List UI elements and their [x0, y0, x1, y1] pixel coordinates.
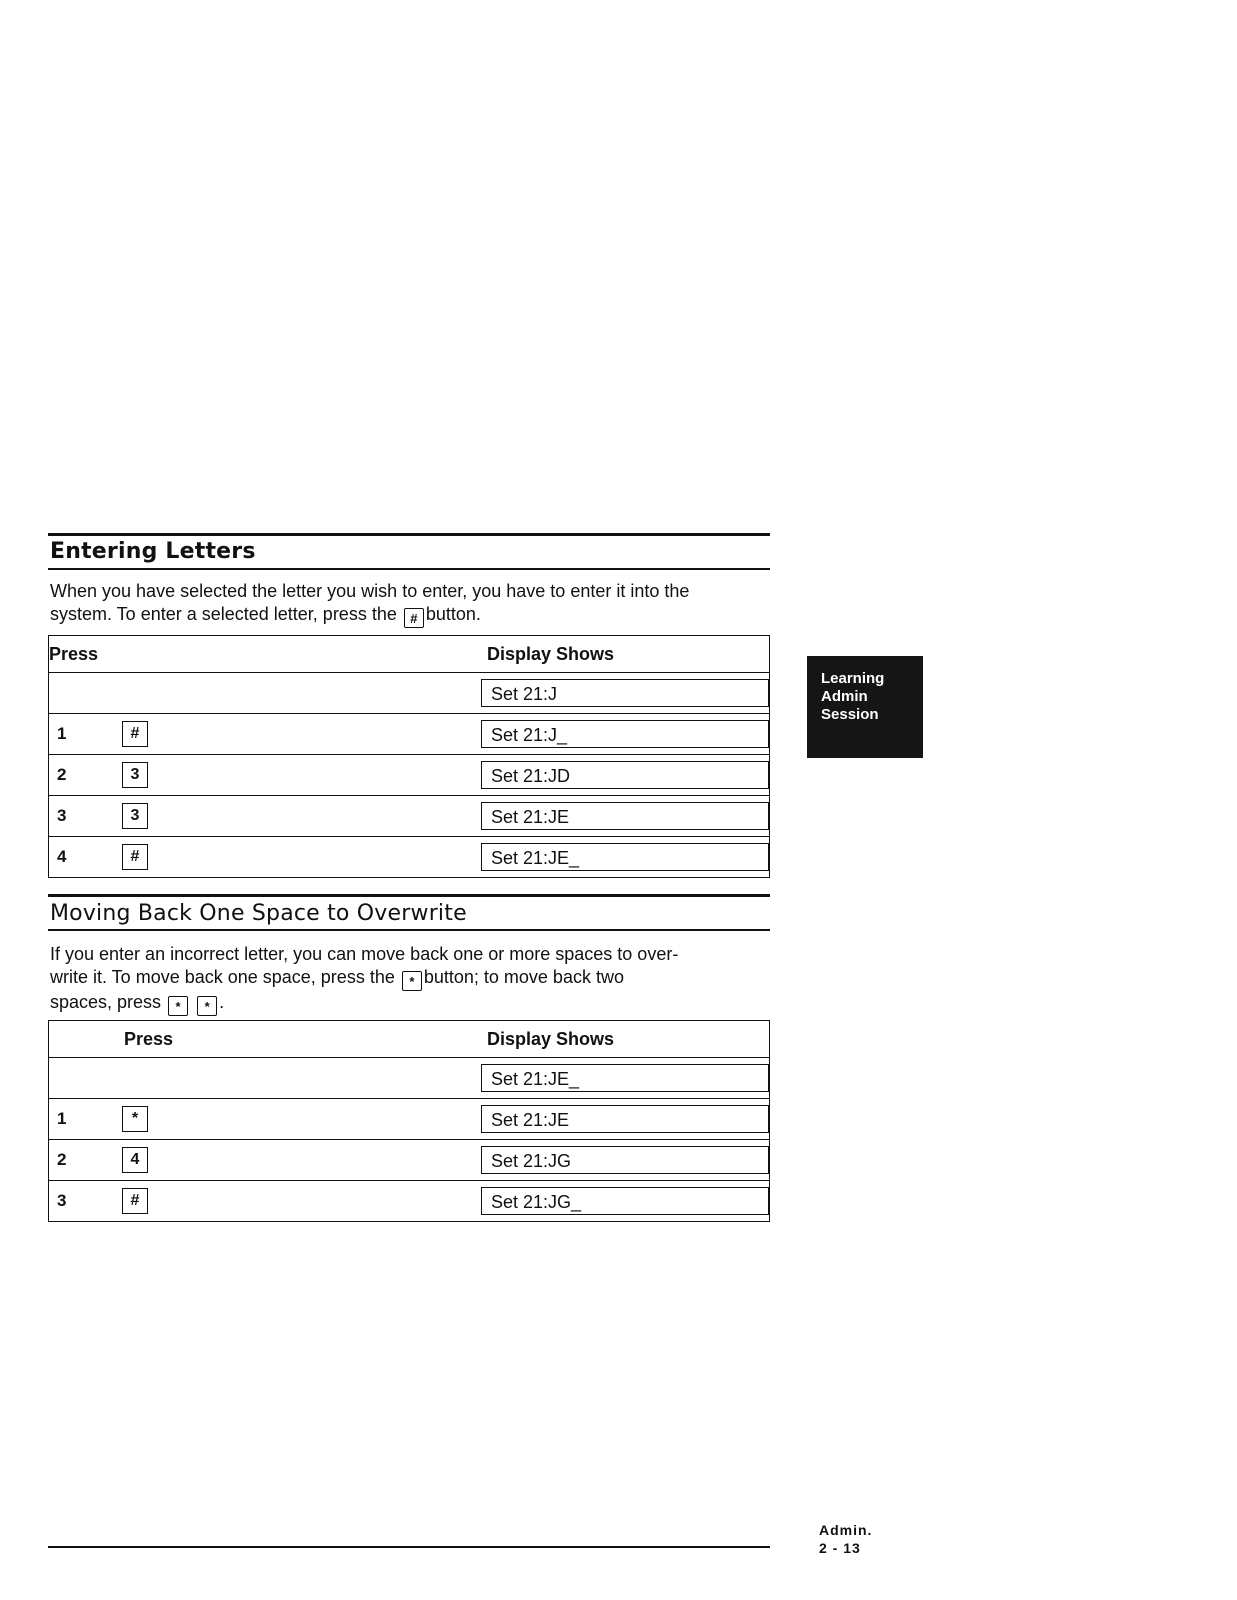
display-readout: Set 21:J	[481, 679, 769, 707]
table-row	[49, 1058, 770, 1099]
footer-page-number: 2 - 13	[819, 1540, 861, 1556]
section1-paragraph-line1: When you have selected the letter you wish to enter, you have to enter it into the	[50, 581, 690, 601]
side-tab-learning-admin-session	[807, 656, 923, 758]
section1-steps-table	[48, 635, 770, 878]
star-key-icon: *	[122, 1106, 148, 1132]
footer-rule	[48, 1546, 770, 1548]
display-readout: Set 21:JE_	[481, 1064, 769, 1092]
section2-paragraph-line2: write it. To move back one space, press the * button; to move back two	[50, 967, 624, 989]
side-tab-line1: Learning	[821, 670, 885, 687]
hash-key-icon: #	[404, 608, 424, 628]
step-number: 2	[49, 755, 118, 796]
table-header-row	[49, 636, 770, 673]
section2-paragraph-line3: spaces, press * * .	[50, 992, 225, 1014]
table-row	[49, 1181, 770, 1222]
star-key-icon: *	[402, 971, 422, 991]
section2-paragraph	[50, 943, 780, 1016]
table-row	[49, 714, 770, 755]
section1-title: Entering Letters	[50, 539, 256, 564]
star-key-icon: *	[168, 996, 188, 1016]
digit-4-key-icon: 4	[122, 1147, 148, 1173]
table-row	[49, 1140, 770, 1181]
digit-3-key-icon: 3	[122, 803, 148, 829]
section2-paragraph-line1: If you enter an incorrect letter, you can move back one or more spaces to over-	[50, 944, 679, 964]
hash-key-icon: #	[122, 844, 148, 870]
press-column-header: Press	[124, 1028, 174, 1049]
display-readout: Set 21:JD	[481, 761, 769, 789]
side-tab-line2: Admin	[821, 688, 868, 705]
table-row	[49, 755, 770, 796]
section1-paragraph-line2: system. To enter a selected letter, press the # button.	[50, 604, 481, 626]
section2-title: Moving Back One Space to Overwrite	[50, 901, 467, 926]
step-number: 3	[49, 1181, 118, 1222]
display-readout: Set 21:J_	[481, 720, 769, 748]
section1-title-underline	[48, 568, 770, 570]
star-key-icon: *	[197, 996, 217, 1016]
display-readout: Set 21:JE_	[481, 843, 769, 871]
table-row	[49, 837, 770, 878]
press-column-header: Press	[49, 643, 99, 664]
digit-3-key-icon: 3	[122, 762, 148, 788]
table-header-row	[49, 1021, 770, 1058]
display-readout: Set 21:JG_	[481, 1187, 769, 1215]
step-number: 2	[49, 1140, 118, 1181]
hash-key-icon: #	[122, 721, 148, 747]
display-column-header: Display Shows	[487, 643, 615, 664]
step-number: 1	[49, 1099, 118, 1140]
display-readout: Set 21:JE	[481, 1105, 769, 1133]
step-number: 1	[49, 714, 118, 755]
table-row	[49, 1099, 770, 1140]
footer-section-label: Admin.	[819, 1522, 873, 1538]
section1-paragraph	[50, 580, 780, 628]
display-readout: Set 21:JG	[481, 1146, 769, 1174]
section2-title-underline	[48, 929, 770, 931]
side-tab-line3: Session	[821, 706, 879, 723]
table-row	[49, 796, 770, 837]
display-column-header: Display Shows	[487, 1028, 615, 1049]
display-readout: Set 21:JE	[481, 802, 769, 830]
section2-steps-table	[48, 1020, 770, 1222]
section1-top-rule	[48, 533, 770, 536]
hash-key-icon: #	[122, 1188, 148, 1214]
section2-top-rule	[48, 894, 770, 897]
step-number: 3	[49, 796, 118, 837]
table-row	[49, 673, 770, 714]
step-number: 4	[49, 837, 118, 878]
